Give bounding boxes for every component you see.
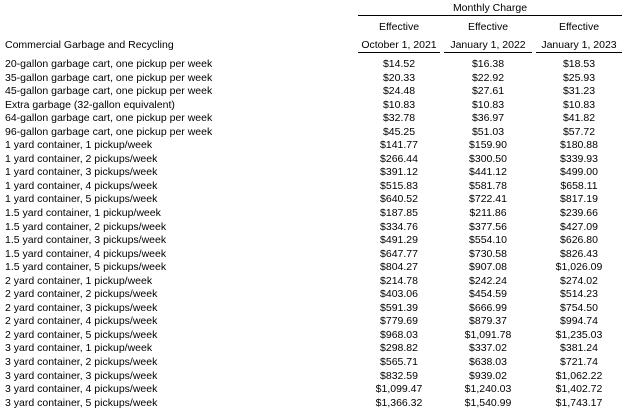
rate-value: $32.78 [382, 112, 416, 125]
rate-value: $730.58 [469, 247, 507, 260]
rate-value: $721.74 [560, 356, 598, 369]
rate-value: $1,026.09 [555, 261, 603, 274]
effective-date-2: January 1, 2022 [444, 39, 532, 53]
table-row [0, 72, 624, 86]
rate-value: $180.88 [560, 139, 598, 152]
rate-value: $1,091.78 [464, 328, 512, 341]
rate-value: $27.61 [471, 85, 505, 98]
table-row [0, 221, 624, 235]
rate-value: $1,540.99 [464, 396, 512, 409]
rate-value: $51.03 [471, 125, 505, 138]
rate-value: $554.10 [469, 234, 507, 247]
row-label: 3 yard container, 3 pickups/week [5, 369, 158, 382]
table-row [0, 329, 624, 343]
table-row [0, 342, 624, 356]
rate-value: $591.39 [380, 301, 418, 314]
rate-value: $968.03 [380, 328, 418, 341]
rate-value: $754.50 [560, 301, 598, 314]
effective-date-3: January 1, 2023 [536, 39, 622, 53]
rate-value: $994.74 [560, 315, 598, 328]
row-label: 1 yard container, 5 pickups/week [5, 193, 158, 206]
rate-value: $31.23 [562, 85, 596, 98]
table-row [0, 302, 624, 316]
rate-value: $1,240.03 [464, 383, 512, 396]
table-row [0, 180, 624, 194]
row-label: 2 yard container, 2 pickups/week [5, 288, 158, 301]
table-row [0, 356, 624, 370]
rate-value: $939.02 [469, 369, 507, 382]
table-row [0, 288, 624, 302]
rate-value: $658.11 [560, 179, 598, 192]
row-label: 1.5 yard container, 2 pickups/week [5, 220, 167, 233]
table-row [0, 166, 624, 180]
rate-value: $514.23 [560, 288, 598, 301]
rate-value: $214.78 [380, 274, 418, 287]
table-row [0, 370, 624, 384]
rate-value: $211.86 [469, 207, 507, 220]
rate-value: $647.77 [380, 247, 418, 260]
rate-value: $239.66 [560, 207, 598, 220]
row-label: 1 yard container, 3 pickups/week [5, 166, 158, 179]
table-row [0, 383, 624, 397]
rate-value: $427.09 [560, 220, 598, 233]
rate-value: $581.78 [469, 179, 507, 192]
rate-value: $20.33 [382, 71, 416, 84]
rate-value: $779.69 [380, 315, 418, 328]
row-label: 3 yard container, 4 pickups/week [5, 383, 158, 396]
rate-value: $10.83 [562, 98, 596, 111]
rate-value: $832.59 [380, 369, 418, 382]
row-label: 1.5 yard container, 1 pickup/week [5, 207, 161, 220]
row-label: 1 yard container, 4 pickups/week [5, 179, 158, 192]
row-label: 20-gallon garbage cart, one pickup per week [5, 58, 213, 70]
row-label: 1 yard container, 2 pickups/week [5, 152, 158, 165]
category-header: Commercial Garbage and Recycling [5, 39, 174, 51]
effective-label-1: Effective [378, 21, 420, 33]
rate-value: $499.00 [560, 166, 598, 179]
rate-value: $45.25 [382, 125, 416, 138]
rate-value: $391.12 [380, 166, 418, 179]
table-row [0, 126, 624, 140]
row-label: Extra garbage (32-gallon equivalent) [5, 98, 175, 111]
rate-value: $25.93 [562, 71, 596, 84]
rate-value: $24.48 [382, 85, 416, 98]
rate-value: $626.80 [560, 234, 598, 247]
row-label: 64-gallon garbage cart, one pickup per week [5, 112, 213, 125]
rate-value: $907.08 [469, 261, 507, 274]
row-label: 2 yard container, 1 pickup/week [5, 274, 153, 287]
table-row [0, 193, 624, 207]
rate-rows [0, 58, 624, 410]
rate-value: $377.56 [469, 220, 507, 233]
rate-value: $722.41 [469, 193, 507, 206]
rate-value: $826.43 [560, 247, 598, 260]
rate-value: $403.06 [380, 288, 418, 301]
effective-label-2: Effective [467, 21, 509, 33]
table-row [0, 139, 624, 153]
row-label: 3 yard container, 1 pickup/week [5, 342, 153, 355]
table-row [0, 261, 624, 275]
rate-value: $1,099.47 [375, 383, 423, 396]
rate-value: $565.71 [380, 356, 418, 369]
rate-value: $16.38 [471, 58, 505, 70]
rate-value: $334.76 [380, 220, 418, 233]
rate-value: $159.90 [469, 139, 507, 152]
rate-value: $337.02 [469, 342, 507, 355]
rate-value: $298.82 [380, 342, 418, 355]
rate-value: $1,743.17 [555, 396, 603, 409]
row-label: 45-gallon garbage cart, one pickup per week [5, 85, 213, 98]
row-label: 1.5 yard container, 4 pickups/week [5, 247, 167, 260]
row-label: 2 yard container, 3 pickups/week [5, 301, 158, 314]
table-row [0, 112, 624, 126]
row-label: 1 yard container, 1 pickup/week [5, 139, 153, 152]
rate-value: $817.19 [560, 193, 598, 206]
table-row [0, 99, 624, 113]
row-label: 3 yard container, 2 pickups/week [5, 356, 158, 369]
rate-value: $491.29 [380, 234, 418, 247]
effective-date-1: October 1, 2021 [358, 39, 440, 53]
rate-value: $381.24 [560, 342, 598, 355]
rate-value: $879.37 [469, 315, 507, 328]
rate-value: $10.83 [382, 98, 416, 111]
rate-value: $515.83 [380, 179, 418, 192]
row-label: 2 yard container, 5 pickups/week [5, 328, 158, 341]
row-label: 3 yard container, 5 pickups/week [5, 396, 158, 409]
rate-value: $57.72 [562, 125, 596, 138]
rate-value: $18.53 [562, 58, 596, 70]
row-label: 1.5 yard container, 5 pickups/week [5, 261, 167, 274]
table-row [0, 315, 624, 329]
rate-value: $187.85 [380, 207, 418, 220]
monthly-charge-header: Monthly Charge [358, 2, 622, 16]
rate-value: $14.52 [382, 58, 416, 70]
rate-value: $36.97 [471, 112, 505, 125]
table-row [0, 85, 624, 99]
rate-value: $274.02 [560, 274, 598, 287]
table-row [0, 234, 624, 248]
rate-value: $1,235.03 [555, 328, 603, 341]
table-row [0, 248, 624, 262]
rate-value: $666.99 [469, 301, 507, 314]
rate-value: $454.59 [469, 288, 507, 301]
row-label: 35-gallon garbage cart, one pickup per week [5, 71, 213, 84]
table-row [0, 207, 624, 221]
rate-value: $300.50 [469, 152, 507, 165]
rate-value: $266.44 [380, 152, 418, 165]
rate-value: $640.52 [380, 193, 418, 206]
table-row [0, 153, 624, 167]
table-row [0, 58, 624, 72]
rate-value: $10.83 [471, 98, 505, 111]
table-row [0, 275, 624, 289]
rate-value: $141.77 [380, 139, 418, 152]
rate-value: $1,402.72 [555, 383, 603, 396]
rate-value: $22.92 [471, 71, 505, 84]
rate-value: $1,062.22 [555, 369, 603, 382]
rate-value: $41.82 [562, 112, 596, 125]
rate-value: $1,366.32 [375, 396, 423, 409]
row-label: 1.5 yard container, 3 pickups/week [5, 234, 167, 247]
rate-value: $339.93 [560, 152, 598, 165]
rate-value: $638.03 [469, 356, 507, 369]
rate-value: $441.12 [469, 166, 507, 179]
row-label: 2 yard container, 4 pickups/week [5, 315, 158, 328]
rate-value: $242.24 [469, 274, 507, 287]
table-row [0, 397, 624, 411]
effective-label-3: Effective [558, 21, 600, 33]
row-label: 96-gallon garbage cart, one pickup per week [5, 125, 213, 138]
rate-value: $804.27 [380, 261, 418, 274]
